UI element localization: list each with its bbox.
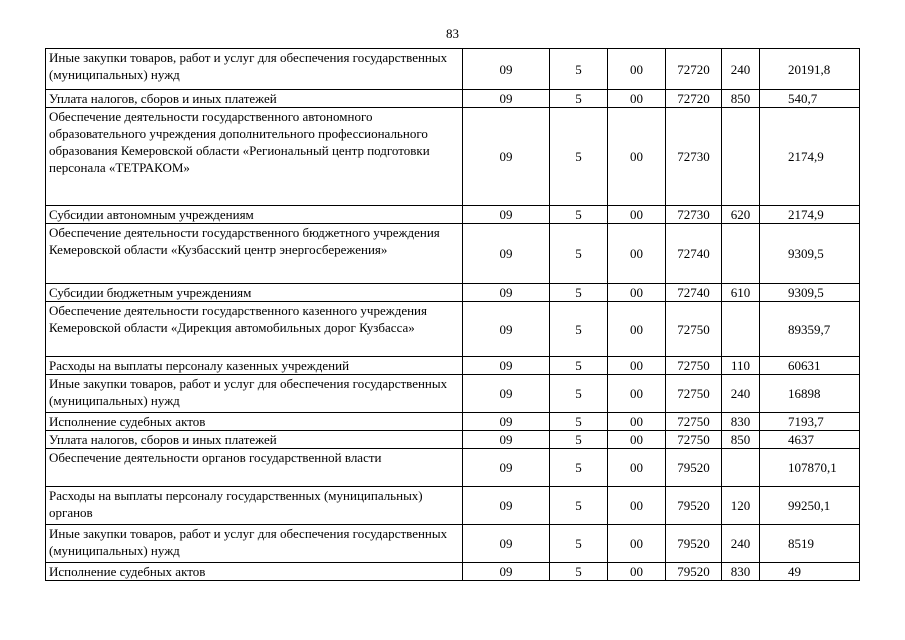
program-code-cell: 00	[608, 525, 666, 563]
table-row	[46, 224, 860, 284]
table-row	[46, 431, 860, 449]
expense-type-code-cell	[722, 108, 760, 206]
table-row	[46, 487, 860, 525]
expense-type-code-cell: 240	[722, 49, 760, 90]
expense-type-code-cell: 830	[722, 413, 760, 431]
expense-name-cell: Уплата налогов, сборов и иных платежей	[46, 431, 463, 449]
subsection-code-cell: 5	[550, 90, 608, 108]
program-code-cell: 00	[608, 357, 666, 375]
expense-name-cell: Расходы на выплаты персоналу государственных (муниципальных) органов	[46, 487, 463, 525]
section-code-cell: 09	[463, 357, 550, 375]
expense-type-code-cell: 110	[722, 357, 760, 375]
table-row	[46, 563, 860, 581]
amount-cell: 2174,9	[760, 206, 860, 224]
expense-name-cell: Исполнение судебных актов	[46, 563, 463, 581]
amount-cell: 99250,1	[760, 487, 860, 525]
target-article-code-cell: 79520	[666, 563, 722, 581]
target-article-code-cell: 72720	[666, 90, 722, 108]
target-article-code-cell: 72750	[666, 413, 722, 431]
program-code-cell: 00	[608, 563, 666, 581]
amount-cell: 107870,1	[760, 449, 860, 487]
expense-type-code-cell: 610	[722, 284, 760, 302]
section-code-cell: 09	[463, 224, 550, 284]
program-code-cell: 00	[608, 206, 666, 224]
target-article-code-cell: 79520	[666, 449, 722, 487]
expense-name-cell: Уплата налогов, сборов и иных платежей	[46, 90, 463, 108]
budget-table-body	[46, 49, 860, 581]
program-code-cell: 00	[608, 49, 666, 90]
target-article-code-cell: 72740	[666, 284, 722, 302]
program-code-cell: 00	[608, 90, 666, 108]
program-code-cell: 00	[608, 449, 666, 487]
amount-cell: 16898	[760, 375, 860, 413]
amount-cell: 540,7	[760, 90, 860, 108]
expense-name-cell: Субсидии автономным учреждениям	[46, 206, 463, 224]
expense-name-cell: Расходы на выплаты персоналу казенных учреждений	[46, 357, 463, 375]
table-row	[46, 206, 860, 224]
subsection-code-cell: 5	[550, 357, 608, 375]
subsection-code-cell: 5	[550, 563, 608, 581]
section-code-cell: 09	[463, 525, 550, 563]
program-code-cell: 00	[608, 375, 666, 413]
section-code-cell: 09	[463, 375, 550, 413]
budget-table	[45, 48, 860, 581]
target-article-code-cell: 79520	[666, 487, 722, 525]
program-code-cell: 00	[608, 302, 666, 357]
program-code-cell: 00	[608, 224, 666, 284]
expense-name-cell: Обеспечение деятельности государственного бюджетного учреждения Кемеровской области «Кузбасский центр энергосбережения»	[46, 224, 463, 284]
table-row	[46, 49, 860, 90]
program-code-cell: 00	[608, 108, 666, 206]
section-code-cell: 09	[463, 206, 550, 224]
subsection-code-cell: 5	[550, 284, 608, 302]
table-row	[46, 525, 860, 563]
expense-type-code-cell: 850	[722, 431, 760, 449]
target-article-code-cell: 72730	[666, 108, 722, 206]
section-code-cell: 09	[463, 302, 550, 357]
expense-type-code-cell: 620	[722, 206, 760, 224]
subsection-code-cell: 5	[550, 375, 608, 413]
expense-name-cell: Иные закупки товаров, работ и услуг для обеспечения государственных (муниципальных) нужд	[46, 525, 463, 563]
table-row	[46, 375, 860, 413]
target-article-code-cell: 72750	[666, 375, 722, 413]
expense-type-code-cell: 240	[722, 375, 760, 413]
table-row	[46, 357, 860, 375]
subsection-code-cell: 5	[550, 49, 608, 90]
subsection-code-cell: 5	[550, 108, 608, 206]
amount-cell: 7193,7	[760, 413, 860, 431]
expense-type-code-cell: 830	[722, 563, 760, 581]
target-article-code-cell: 72720	[666, 49, 722, 90]
amount-cell: 8519	[760, 525, 860, 563]
target-article-code-cell: 72750	[666, 357, 722, 375]
table-row	[46, 90, 860, 108]
expense-type-code-cell: 120	[722, 487, 760, 525]
expense-name-cell: Иные закупки товаров, работ и услуг для обеспечения государственных (муниципальных) нужд	[46, 49, 463, 90]
section-code-cell: 09	[463, 563, 550, 581]
program-code-cell: 00	[608, 284, 666, 302]
table-row	[46, 108, 860, 206]
program-code-cell: 00	[608, 431, 666, 449]
target-article-code-cell: 72750	[666, 431, 722, 449]
table-row	[46, 449, 860, 487]
expense-name-cell: Обеспечение деятельности государственного казенного учреждения Кемеровской области «Дирекция автомобильных дорог Кузбасса»	[46, 302, 463, 357]
expense-type-code-cell	[722, 224, 760, 284]
amount-cell: 60631	[760, 357, 860, 375]
expense-name-cell: Субсидии бюджетным учреждениям	[46, 284, 463, 302]
subsection-code-cell: 5	[550, 431, 608, 449]
table-row	[46, 284, 860, 302]
target-article-code-cell: 72750	[666, 302, 722, 357]
amount-cell: 20191,8	[760, 49, 860, 90]
expense-type-code-cell: 850	[722, 90, 760, 108]
amount-cell: 9309,5	[760, 284, 860, 302]
expense-name-cell: Исполнение судебных актов	[46, 413, 463, 431]
expense-name-cell: Иные закупки товаров, работ и услуг для обеспечения государственных (муниципальных) нужд	[46, 375, 463, 413]
subsection-code-cell: 5	[550, 449, 608, 487]
section-code-cell: 09	[463, 487, 550, 525]
program-code-cell: 00	[608, 413, 666, 431]
expense-type-code-cell	[722, 449, 760, 487]
subsection-code-cell: 5	[550, 525, 608, 563]
expense-type-code-cell: 240	[722, 525, 760, 563]
subsection-code-cell: 5	[550, 206, 608, 224]
amount-cell: 49	[760, 563, 860, 581]
amount-cell: 2174,9	[760, 108, 860, 206]
subsection-code-cell: 5	[550, 224, 608, 284]
section-code-cell: 09	[463, 284, 550, 302]
section-code-cell: 09	[463, 108, 550, 206]
section-code-cell: 09	[463, 449, 550, 487]
amount-cell: 89359,7	[760, 302, 860, 357]
amount-cell: 4637	[760, 431, 860, 449]
amount-cell: 9309,5	[760, 224, 860, 284]
section-code-cell: 09	[463, 413, 550, 431]
target-article-code-cell: 72730	[666, 206, 722, 224]
page-number: 83	[446, 26, 459, 41]
section-code-cell: 09	[463, 49, 550, 90]
subsection-code-cell: 5	[550, 413, 608, 431]
subsection-code-cell: 5	[550, 487, 608, 525]
table-row	[46, 413, 860, 431]
expense-name-cell: Обеспечение деятельности государственного автономного образовательного учреждения дополнительного профессионального образования Кемеровской области «Региональный центр подготовки персонала «ТЕТРАКОМ»	[46, 108, 463, 206]
section-code-cell: 09	[463, 431, 550, 449]
section-code-cell: 09	[463, 90, 550, 108]
expense-name-cell: Обеспечение деятельности органов государственной власти	[46, 449, 463, 487]
table-row	[46, 302, 860, 357]
expense-type-code-cell	[722, 302, 760, 357]
target-article-code-cell: 72740	[666, 224, 722, 284]
target-article-code-cell: 79520	[666, 525, 722, 563]
program-code-cell: 00	[608, 487, 666, 525]
subsection-code-cell: 5	[550, 302, 608, 357]
